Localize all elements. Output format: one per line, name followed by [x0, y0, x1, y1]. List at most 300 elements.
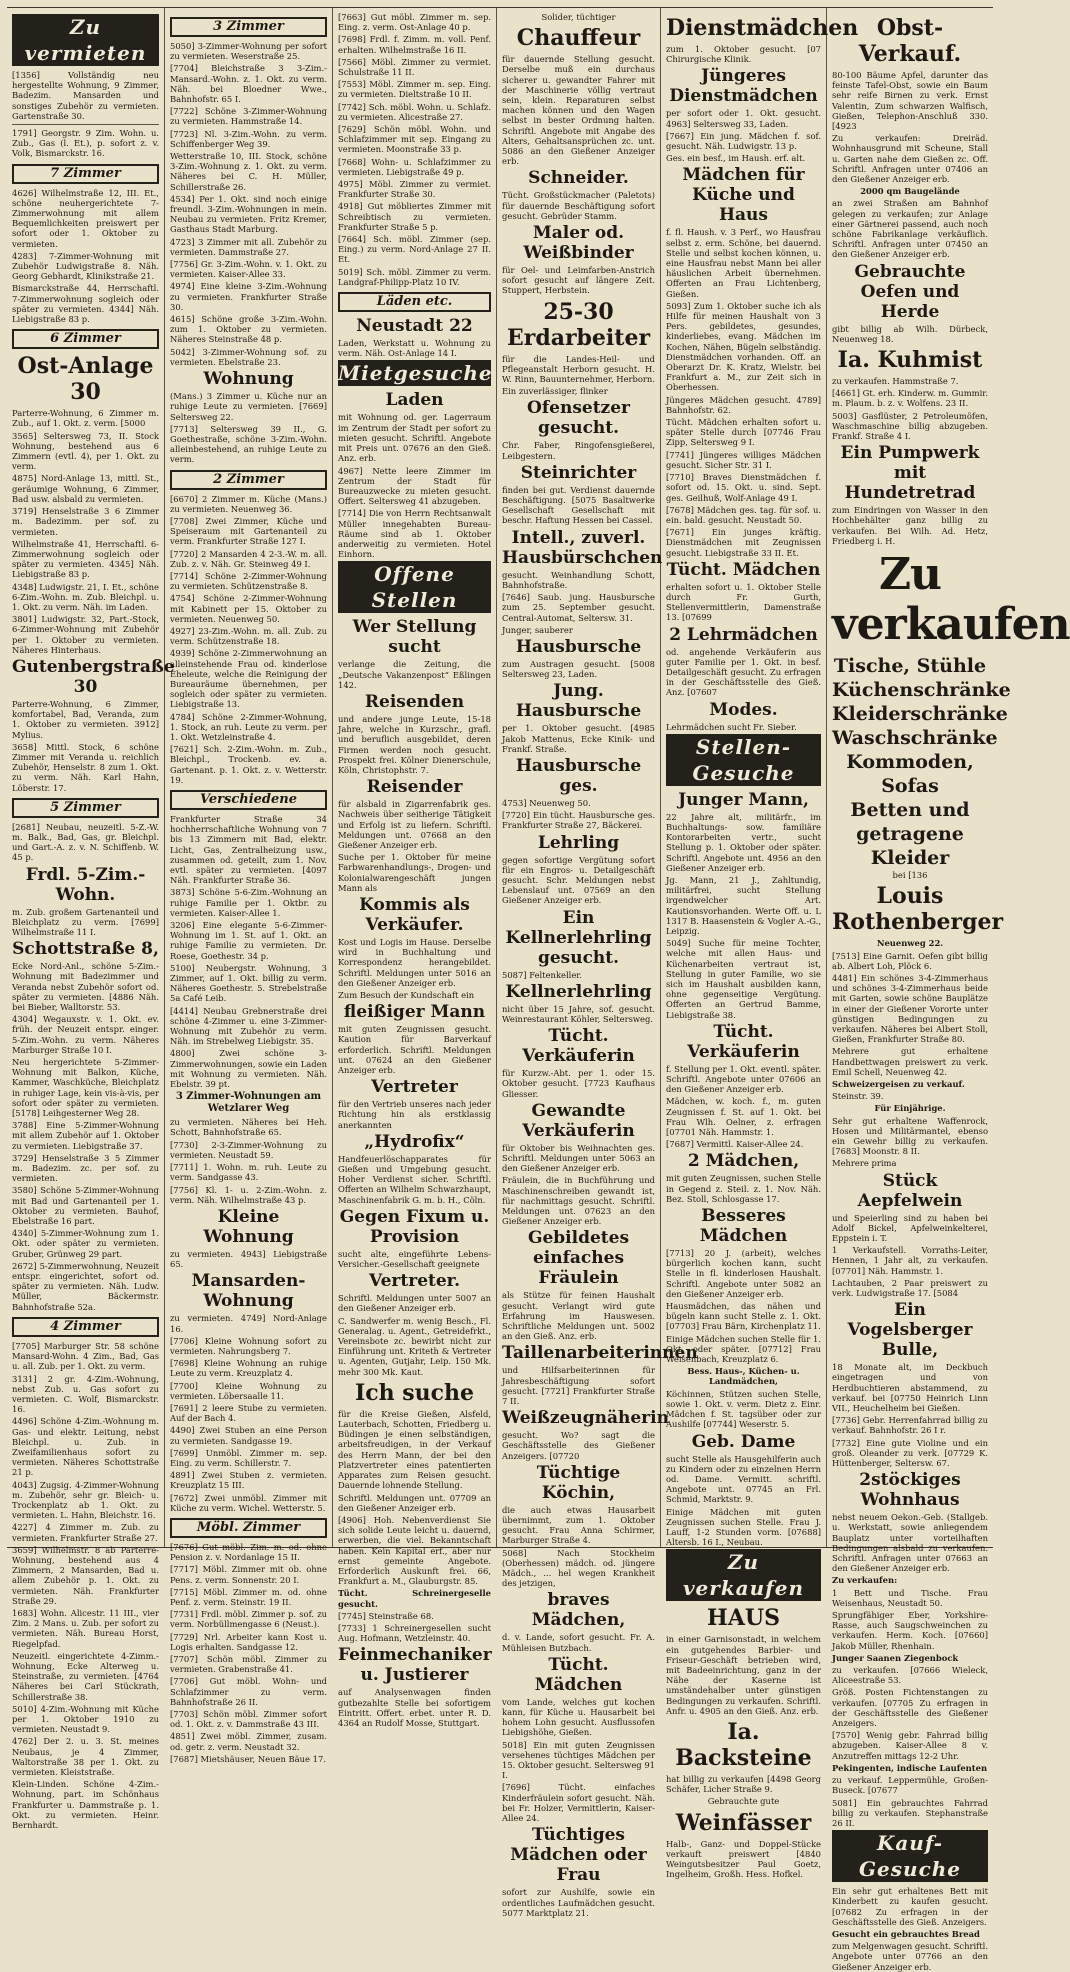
classified-ad: erhalten sofort u. 1. Oktober Stelle durch Fr. Gurth, Stellenvermittlerin, Damenstraße 13. [07699: [666, 581, 821, 623]
classified-ad: [7756] Kl. 1- u. 2-Zim.-Wohn. z. verm. Näh. Wilhelmstraße 43 p.: [170, 1184, 327, 1205]
classified-ad: 4615] Schöne große 3-Zim.-Wohn. zum 1. Oktober zu vermieten. Näheres Steinstraße 48 p.: [170, 314, 327, 345]
classified-ad: und andere junge Leute, 15-18 Jahre, welche in Kurzschr., grafl. und beruflich ausgebildet, deren Firmen werden noch gesucht. Prospekt frei. Kölner Dienerschule, Köln, Christophstr. 7.: [338, 713, 491, 775]
classified-ad: 3565] Seltersweg 73, II. Stock Wohnung, bestehend aus 6 Zimmern (evtl. 4), per 1. Okt. zu verm.: [12, 430, 159, 472]
classified-ad: [4906] Hoh. Nebenverdienst Sie sich solide Leute leicht u. dauernd, erwerben, die viel. Bekanntschaft haben. Kein Kapital erf., aber nur ernst gemeinte Angebote. Erforderlich Auskunft frei. 66, Frankfurt a. M., Glauburgstr. 85.: [338, 1514, 491, 1587]
section-header-offene-stellen: Offene Stellen: [338, 561, 491, 613]
classified-ad: 5010] 4-Zim.-Wohnung mit Küche per 1. Oktober 1910 zu vermieten. Neustadt 9.: [12, 1703, 159, 1735]
classified-ad: 4927] 23-Zim.-Wohn. m. all. Zub. zu verm. Schützenstraße 18.: [170, 625, 327, 647]
classified-ad: Größ. Posten Fichtenstangen zu verkaufen. [07705 Zu erfragen in der Geschäftsstelle des Gießener Anzeigers.: [832, 1687, 988, 1729]
classified-ad: [7678] Mädchen ges. tag. für sof. u. ein. bald. gesucht. Neustadt 50.: [666, 504, 821, 525]
classified-ad: 4534] Per 1. Okt. sind noch einige freundl. 3-Zim.-Wohnungen in mein. Neubau zu vermieten. Fritz Kremer, Gasthaus Stadt Marburg.: [170, 193, 327, 235]
classified-ad: 4939] Schöne 2-Zimmerwohnung an alleinstehende Frau od. kinderlose Eheleute, welche die Reinigung der Bureauräume übernehmen, per sogleich oder später zu vermieten. Liebigstraße 13.: [170, 648, 327, 710]
classified-ad: Parterre-Wohnung, 6 Zimmer, komfortabel, Bad, Veranda, zum 1. Oktober zu vermieten. 3912] Mylius.: [12, 698, 159, 740]
classified-ad: 4626] Wilhelmstraße 12, III. Et., schöne neuhergerichtete 7-Zimmerwohnung mit allem Bequemlichkeiten preiswert per sofort oder 1. Oktober zu vermieten.: [12, 187, 159, 249]
classified-ad: [7698] Frdl. f. Zimm. m. voll. Penf. erhalten. Wilhelmstraße 16 II.: [338, 34, 491, 55]
classified-ad: zum Melgenwagen gesucht. Schriftl. Angebote unter 07766 an den Gießener Anzeiger erb.: [832, 1941, 988, 1972]
classified-ad: 4784] Schöne 2-Zimmer-Wohnung, 1. Stock, an ruh. Leute zu verm. per 1. Okt. Wetzleinstraße 4.: [170, 711, 327, 742]
ad-headline: 2000 qm Baugelände: [860, 186, 960, 197]
ad-headline: Gutenbergstraße 30: [12, 656, 175, 697]
classified-ad: vom Lande, welches gut kochen kann, für Küche u. Hausarbeit bei hohem Lohn gesucht. Ausflussofen Liebigshöhe, Gießen.: [502, 1696, 655, 1738]
ad-headline: Ia. Kuhmist: [837, 347, 983, 374]
classified-ad: per 1. Oktober gesucht. [4985 Jakob Mattenus, Ecke Kinik- und Frankf. Straße.: [502, 723, 655, 754]
classified-ad: f. fl. Haush. v. 3 Perf., wo Hausfrau selbst z. erm. Schöne, bei dauernd. Stelle und selbst kochen können, u. eine Hausfrau nebst Mann bei aller häuslichen Arbeit übernehmen. Offerten an Frau Lichtenberg, Gießen.: [666, 227, 821, 299]
subsection-5-zimmer: 5 Zimmer: [12, 798, 159, 818]
subsection-laden: Läden etc.: [338, 292, 491, 312]
subsection-7-zimmer: 7 Zimmer: [12, 164, 159, 184]
classified-ad: Solider, tüchtiger: [541, 12, 616, 22]
classified-ad: [7730] 2-3-Zimmer-Wohnung zu vermieten. Neustadt 59.: [170, 1139, 327, 1160]
ad-headline: Ein Vogelsberger Bulle,: [847, 1300, 973, 1361]
ad-headline: Feinmechaniker u. Justierer: [338, 1645, 492, 1686]
classified-ad: gesucht. Weinhandlung Schott, Bahnhofstraße.: [502, 569, 655, 590]
classified-ad: [7676] Gut möbl. Zim. m. od. ohne Pension z. v. Nordanlage 15 II.: [170, 1541, 327, 1563]
classified-ad: C. Sandwerfer m. wenig Besch., Fl. Generalag. u. Agent., Getreidefrkt., Vereinsbote zc. bewirbt nicht zur Einführung unt. Kriteth & Vertreter u. Agenten, Gutjahr, Leip. 150 Mk. mehr 300 Mk. Kaut.: [338, 1315, 491, 1377]
classified-ad: 5093] Zum 1. Oktober suche ich als Hilfe für meinen Haushalt von 3 Pers. gebildetes, gesundes, kinderliebes, evang. Mädchen im Kochen, Nähen, Bügeln selbständig. Dienstmädchen vorhanden. Off. an Oberarzt Dr. K. Kratz, Wielstr. bei Frankfurt a. M., zur Zeit sich in Oberhessen.: [666, 300, 821, 393]
classified-ad: Kost und Logis im Hause. Derselbe wird in Buchhaltung und Korrespondenz herangebildet. Schriftl. Meldungen unter 5016 an den Gießener Anzeiger erb.: [338, 936, 491, 988]
classified-ad: 4800] Zwei schöne 3-Zimmerwohnungen, sowie ein Laden mit Wohnung zu vermieten. Näh. Ebelstr. 39 pt.: [170, 1048, 327, 1090]
classified-ad: hat billig zu verkaufen [4498 Georg Schäfer, Licher Straße 9.: [666, 1773, 821, 1795]
classified-ad: 4891] Zwei Stuben z. vermieten. Kreuzplatz 15 III.: [170, 1470, 327, 1491]
classified-ad: Schriftl. Meldungen unt. 07709 an den Gießener Anzeiger erb.: [338, 1492, 491, 1513]
classified-ad: für die Landes-Heil- und Pflegeanstalt Herborn gesucht. H. W. Rinn, Bauunternehmer, Herborn.: [502, 353, 655, 385]
classified-ad: Mehrere gut erhaltene Handbettwagen preiswert zu verk. Emil Schell, Neuenweg 42.: [832, 1046, 988, 1077]
classified-ad: 5019] Sch. möbl. Zimmer zu verm. Landgraf-Philipp-Platz 10 IV.: [338, 266, 491, 287]
classified-ad: 22 Jahre alt, militärfr., im Buchhaltungs- sow. familiäre Kontorarbeiten vertr., sucht Stellung p. 1. Oktober oder später. Schriftl. Angebote unt. 4956 an den Gießener Anzeiger erb.: [666, 811, 821, 873]
classified-ad: [7736] Gebr. Herrenfahrrad billig zu verkauf. Bahnhofstr. 26 I r.: [832, 1415, 988, 1436]
ad-headline: 2 Lehrmädchen: [669, 624, 818, 645]
classified-ad: [7570] Wenig gebr. Fahrrad billig abzugeben. Kaiser-Allee 8 v. Anzutreffen mittags 12-2 Uhr.: [832, 1730, 988, 1761]
classified-ad: zu verkauf. Leppermühle, Großen-Buseck. [07677: [832, 1775, 988, 1796]
classified-ad: [7646] Saub. jung. Hausbursche zum 25. September gesucht. Central-Automat, Seltersw. 31.: [502, 592, 655, 623]
classified-ad: Tücht. Mädchen erhalten sofort u. später Stelle durch [07746 Frau Zipp, Seltersweg 9 I.: [666, 417, 821, 448]
furniture-list-item: Tische, Stühle: [833, 655, 987, 678]
ad-headline: Mansarden-Wohnung: [191, 1271, 306, 1312]
ad-headline: Pekingenten, indische Laufenten: [832, 1762, 988, 1773]
classified-ad: [7720] Ein tücht. Hausbursche ges. Frankfurter Straße 27, Bäckerei.: [502, 810, 655, 831]
ad-headline: Tüchtiges Mädchen oder Frau: [510, 1825, 647, 1886]
classified-ad: [7663] Gut möbl. Zimmer m. sep. Eing. z. verm. Ost-Anlage 40 p.: [338, 12, 491, 33]
classified-ad: Bismarckstraße 44, Herrschaftl. 7-Zimmerwohnung sogleich oder später zu vermieten. 4344] Näh. Liebigstraße 83 p.: [12, 283, 159, 325]
classified-ad: [7706] Gut möbl. Wohn- und Schlafzimmer zu verm. Bahnhofstraße 26 II.: [170, 1676, 327, 1707]
column-6: [827, 8, 1070, 1972]
ad-headline: Schottstraße 8,: [12, 939, 159, 960]
furniture-list-item: Kleiderschränke: [832, 703, 1008, 726]
classified-ad: 5068] Nach Stockheim (Oberhessen) mädch. od. jüngere Mädch., ... hel wegen Krankheit des jetzigen,: [502, 1547, 655, 1589]
classified-ad: Wetterstraße 10, III. Stock, schöne 3-Zim.-Wohnung z. 1. Okt. zu verm. Näheres bei C. H. Müller, Schillerstraße 26.: [170, 151, 327, 192]
classified-ad: 4967] Nette leere Zimmer im Zentrum der Stadt für Bureauzwecke zu mieten gesucht. Offert. Seltersweg 41 abzugeben.: [338, 465, 491, 507]
ad-headline: HAUS: [707, 1605, 780, 1632]
classified-ad: 4754] Schöne 2-Zimmer-Wohnung mit Kabinett per 15. Oktober zu vermieten. Neuenweg 50.: [170, 593, 327, 624]
classified-ad: zu vermieten. Näheres bei Heh. Schott, Bahnhofstraße 65.: [170, 1117, 327, 1138]
classified-ad: 5087] Feltenkeller.: [502, 969, 583, 980]
classified-ad: finden bei gut. Verdienst dauernde Beschäftigung. [5075 Basaltwerke Gesellschaft Gesellschaft mit beschr. Haftung Hessen bei Cassel.: [502, 484, 655, 526]
classified-ad: zum Eindringen von Wasser in den Hochbehälter ganz billig zu verkaufen. Bei Wilh. Ad. Hetz, Friedberg i. H.: [832, 505, 988, 546]
classified-ad: 4496] Schöne 4-Zim.-Wohnung m. Gas- und elektr. Leitung, nebst Bleichpl. u. Zub. in Zweifamilienhaus sofort zu vermieten. Näheres Schottstraße 21 p.: [12, 1416, 159, 1478]
classified-ad: [7711] 1. Wohn. m. ruh. Leute zu verm. Sandgasse 43.: [170, 1162, 327, 1183]
classified-ad: [7745] Steinstraße 68.: [338, 1610, 434, 1621]
classified-ad: zum 1. Oktober gesucht. [07 Chirurgische Klinik.: [666, 44, 821, 65]
classified-ad: Sprungfähiger Eber, Yorkshire-Rasse, auch Saugschweinchen zu verkaufen. Herm. Koch. [07660] Jakob Müller, Rhenhain.: [832, 1610, 988, 1651]
classified-ad: 3206] Eine elegante 5-6-Zimmer-Wohnung im 1. St. auf 1. Okt. an ruhige Familie zu vermieten. Dr. Roese, Goethestr. 34 p.: [170, 920, 327, 961]
classified-ad: Jg. Mann, 21 J., Zahltundig, militärfrei, sucht Stellung irgendwelcher Art. Kautionsvorhanden. Werte Off. u. L 1317 B. Haasenstein & Vogler A.-G., Leipzig.: [666, 874, 821, 936]
divider: [12, 124, 159, 125]
classified-ad: [7723] Nl. 3-Zim.-Wohn. zu verm. Schiffenberger Weg 39.: [170, 128, 327, 149]
ad-headline: Kommis als Verkäufer.: [359, 894, 470, 935]
ad-headline: Bess. Haus-, Küchen- u. Landmädchen,: [687, 1366, 800, 1387]
classified-ad: 4043] Zugsig. 4-Zimmer-Wohnung m. Zubehör, sehr gr. Bleich- u. Trockenplatz ab 1. Okt. zu vermieten. L. Hahn, Bleichstr. 16.: [12, 1479, 159, 1521]
classified-ad: Chr. Faber, Ringofensgießerei, Leibgestern.: [502, 440, 655, 461]
newspaper-page: [7, 7, 1070, 1972]
classified-ad: 4481] Ein schönes 3-4-Zimmerhaus und schönes 3-4-Zimmerhaus beide mit Garten, sowie schöne Bauplätze in einer der Gießener Vororte unter günstigen Bedingungen zu verkaufen. Näheres bei Albert Stoll, Gießen, Frankfurter Straße 80.: [832, 972, 988, 1045]
classified-ad: 5042] 3-Zimmer-Wohnung sof. zu vermieten. Ebelstraße 23.: [170, 346, 327, 367]
column-2: [165, 8, 333, 1764]
classified-ad: Halb-, Ganz- und Doppel-Stücke verkauft preiswert [4840 Weingutsbesitzer Paul Goetz, Ingelheim, Großh. Hess. Hofkel.: [666, 1838, 821, 1880]
classified-ad: Suche per 1. Oktober für meine Farbwarenhandlungs-, Drogen- und Kolonialwarengeschäft jungen Mann als: [338, 852, 491, 893]
ad-headline: Stück Aepfelwein: [857, 1170, 963, 1211]
classified-ad: (Mans.) 3 Zimmer u. Küche nur an ruhige Leute zu vermieten. [7669] Seltersweg 22.: [170, 391, 327, 422]
classified-ad: 1 Bett und Tische. Frau Weisenhaus, Neustadt 50.: [832, 1587, 988, 1608]
ad-headline: Gegen Fixum u. Provision: [339, 1206, 490, 1247]
classified-ad: 4304] Wegauxstr. v. 1. Okt. ev. früh. der Neuzeit entspr. einger. 5-Zim.-Wohn. zu verm. Näheres Marburger Straße 10 I.: [12, 1014, 159, 1055]
classified-ad: 5003] Gasflüster, 2 Petroleumöfen, Waschmaschine billig abzugeben. Frankf. Straße 4 I.: [832, 410, 988, 442]
ad-headline: Zu verkaufen:: [832, 1575, 898, 1586]
classified-ad: [7696] Tücht. einfaches Kinderfräulein sofort gesucht. Näh. bei Fr. Holzer, Vermittlerin, Kaiser-Allee 24.: [502, 1782, 655, 1824]
ad-headline: Ich suche: [354, 1379, 475, 1406]
classified-ad: 3659] Wilhelmstr. 8 ab Parterre-Wohnung, bestehend aus 4 Zimmern, 2 Mansarden, Bad u. allem Zubehör p. 1. Okt. zu vermieten. Näh. Frankfurter Straße 29.: [12, 1544, 159, 1606]
ad-headline: Hausbursche ges.: [515, 755, 642, 796]
ad-headline: Laden: [385, 390, 444, 411]
ad-headline: 3 Zimmer-Wohnungen am Wetzlarer Weg: [175, 1091, 322, 1115]
classified-ad: [7720] 2 Mansarden 4 2-3.-W. m. all. Zub. z. v. Näh. Gr. Steinweg 49 I.: [170, 548, 327, 569]
classified-ad: Ein zuverlässiger, flinker: [502, 386, 608, 397]
classified-ad: Neuzeitl. eingerichtete 4-Zimm.-Wohnung, Ecke Alterweg u. Steinstraße, zu vermieten. [4764 Näheres bei Carl Stückrath, Schillerstraße 38.: [12, 1650, 159, 1702]
ad-headline: Weißzeugnäherin: [502, 1408, 669, 1429]
classified-ad: Gebrauchte gute: [707, 1796, 780, 1807]
subsection-verschiedene: Verschiedene: [170, 790, 327, 810]
classified-ad: Tücht. Großstückmacher (Paletots) für dauernde Beschäftigung sofort gesucht. Gebrüder Stamm.: [502, 190, 655, 221]
furniture-list-item: getragene Kleider: [856, 823, 964, 870]
classified-ad: Ecke Nord-Anl., schöne 5-Zim.-Wohnung mit Badezimmer und Veranda nebst Zubehör sofort od. später zu vermieten. [4886 Näh. bei Bieber, Walltorstr. 53.: [12, 961, 159, 1012]
ad-headline: Kleine Wohnung: [203, 1206, 294, 1247]
classified-ad: [7717] Möbl. Zimmer mit ob. ohne Pens. z. verm. Sonnenstr. 20 I.: [170, 1564, 327, 1585]
ad-headline: Tücht. Verkäuferin: [522, 1026, 635, 1067]
ad-headline: Reisenden: [364, 691, 465, 712]
classified-ad: 2672] 5-Zimmerwohnung, Neuzeit entspr. eingerichtet, sofort od. später zu vermieten. Näh. Ludw. Müller, Bäckermstr. Bahnhofstraße 52a.: [12, 1260, 159, 1312]
classified-ad: Frankfurter Straße 34 hochherrschaftliche Wohnung von 7 bis 13 Zimmern mit Bad, elektr. Licht, Gas, Zentralheizung usw., zusammen od. geteilt, zum 1. Nov. evtl. später zu vermieten. [4097 Näh. Frankfurter Straße 36.: [170, 814, 327, 886]
classified-ad: 80-100 Bäume Apfel, darunter das feinste Tafel-Obst, sowie ein Baum sehr reife Birnen zu verk. Ernst Valentin, Zum schwarzen Walfisch, Gießen, Telephon-Anschluß 330. [4923: [832, 70, 988, 132]
classified-ad: gesucht. Wo? sagt die Geschäftsstelle des Gießener Anzeigers. [07720: [502, 1430, 655, 1461]
classified-ad: m. Zub. großem Gartenanteil und Bleichplatz zu verm. [7699] Wilhelmstraße 11 I.: [12, 906, 159, 937]
classified-ad: Jüngeres Mädchen gesucht. 4789] Bahnhofstr. 62.: [666, 394, 821, 415]
ad-headline: Dienstmädchen: [666, 15, 859, 41]
subsection-2-zimmer: 2 Zimmer: [170, 470, 327, 490]
classified-ad: Einige Mädchen suchen Stelle für 1. Okt. oder später. [07712] Frau Weisenbach, Kreuzplatz 6.: [666, 1333, 821, 1365]
classified-ad: mit guten Zeugnissen gesucht. Kaution für Barverkauf erforderlich. Schriftl. Meldungen unt. 07624 an den Gießener Anzeiger erb.: [338, 1024, 491, 1076]
classified-ad: Lehrmädchen sucht Fr. Sieber.: [666, 721, 797, 732]
classified-ad: zu vermieten. 4943] Liebigstraße 65.: [170, 1248, 327, 1270]
ad-headline: Wer Stellung sucht: [352, 617, 477, 658]
section-header-mietgesuche: Mietgesuche: [338, 361, 493, 386]
ad-headline: Hausbursche: [515, 636, 642, 657]
ad-headline: Geb. Dame: [691, 1431, 796, 1452]
ad-headline: Gewandte Verkäuferin: [522, 1100, 635, 1141]
ad-headline: Steinrichter: [520, 462, 637, 483]
ad-headline: Kellnerlehrling: [505, 981, 652, 1002]
classified-ad: [7710] Braves Dienstmädchen f. sofort od. 15. Okt. u. sind. Sept. ges. Geilhuß, Wolf-Anlage 49 I.: [666, 472, 821, 503]
ad-headline: Ost-Anlage 30: [17, 353, 154, 406]
column-1: [7, 8, 175, 1831]
classified-ad: f. Stellung per 1. Okt. eventl. später. Schriftl. Angebote unter 07606 an den Gießener Anzeiger erb.: [666, 1063, 821, 1095]
classified-ad: 4283] 7-Zimmer-Wohnung mit Zubehör Ludwigstraße 8. Näh. Georg Gebhardt, Klinikstraße 21.: [12, 250, 159, 282]
classified-ad: für Oel- und Leimfarben-Anstrich sofort gesucht auf längere Zeit. Stuppert, Herbstein.: [502, 265, 655, 296]
ad-headline: braves Mädchen,: [531, 1590, 626, 1631]
classified-ad: die auch etwas Hausarbeit übernimmt, zum 1. Oktober gesucht. Frau Anna Schirmer, Marburger Straße 4.: [502, 1504, 655, 1546]
classified-ad: Zu verkaufen: Dreiräd. Wohnhausgrund mit Scheune, Stall u. Garten nahe dem Gießen zc. Off. Schriftl. Anfragen unter 07406 an den Gießener Anzeiger erb.: [832, 133, 988, 185]
classified-ad: nebst neuem Oekon.-Geb. (Stallgeb. u. Werkstatt, sowie anliegendem Bauplatz unter vorteilhaften Bedingungen alsbald zu verkaufen. Schriftl. Anfragen unter 07663 an den Gießener Anzeiger erb.: [832, 1512, 988, 1574]
classified-ad: Neu hergerichtete 5-Zimmer-Wohnung mit Balkon, Küche, Kammer, Waschküche, Bleichplatz in ruhiger Lage, kein vis-à-vis, per sofort oder später zu vermieten. [5178] Leihgesterner Weg 28.: [12, 1057, 159, 1119]
classified-ad: [7714] Schöne 2-Zimmer-Wohnung zu vermieten. Schützenstraße 8.: [170, 570, 327, 592]
classified-ad: nicht über 15 Jahre, sof. gesucht. Weinrestaurant Köhler, Seltersweg.: [502, 1003, 655, 1024]
classified-ad: Lachtauben, 2 Paar preiswert zu verk. Ludwigstraße 17. [5084: [832, 1277, 988, 1298]
ad-headline: Tücht. Mädchen: [666, 559, 821, 580]
subsection-6-zimmer: 6 Zimmer: [12, 329, 159, 349]
ad-headline: 25-30 Erdarbeiter: [506, 298, 651, 351]
classified-ad: Ein sehr gut erhaltenes Bett mit Kinderbett zu kaufen gesucht. [07682 Zu erfragen in der Geschäftsstelle des Gieß. Anzeigers.: [832, 1886, 988, 1927]
classified-ad: [7700] Kleine Wohnung zu vermieten. Löbersaalle 11.: [170, 1380, 327, 1401]
classified-ad: 4975] Möbl. Zimmer zu vermiet. Frankfurter Straße 30.: [338, 179, 491, 200]
classified-ad: [7715] Möbl. Zimmer m. od. ohne Penf. z. verm. Steinstr. 19 II.: [170, 1586, 327, 1607]
ad-headline: Ia. Backsteine: [675, 1718, 812, 1771]
classified-ad: zu vermieten. 4749] Nord-Anlage 16.: [170, 1313, 327, 1334]
classified-ad: Handfeuerlöschapparates für Gießen und Umgebung gesucht. Hoher Verdienst sicher. Schriftl. Offerten an Wilhelm Schwarzhaupt, Maschinenfabrik G. m. b. H., Cöln.: [338, 1153, 491, 1205]
ad-headline: Gesucht ein gebrauchtes Bread: [832, 1928, 980, 1939]
section-header-kauf-gesuche: Kauf-Gesuche: [832, 1830, 988, 1882]
ad-headline: Taillenarbeiterinnen: [502, 1343, 698, 1364]
classified-ad: [7722] Schöne 3-Zimmer-Wohnung zu vermieten. Hammstraße 14.: [170, 106, 327, 127]
ad-headline: Ein Pumpwerk mit Hundetretrad: [840, 443, 980, 504]
classified-ad: sucht alte, eingeführte Lebens-Versicher.-Gesellschaft geeignete: [338, 1248, 491, 1270]
classified-ad: [1356] Vollständig neu hergestellte Wohnung, 9 Zimmer, Badezim. Mansarden und sonstiges Zubehör zu vermieten. Gartenstraße 30.: [12, 70, 159, 121]
classified-ad: [7703] Schön möbl. Zimmer sofort od. 1. Okt. z. v. Dammstraße 43 III.: [170, 1709, 327, 1730]
ad-headline: Junger Saanen Ziegenbock: [832, 1652, 959, 1663]
ad-headline: Ofensetzer gesucht.: [527, 398, 630, 439]
ad-headline: Neustadt 22: [356, 316, 473, 337]
classified-ad: Zum Besuch der Kundschaft ein: [338, 990, 475, 1000]
ad-headline: Mädchen für Küche und Haus: [682, 165, 805, 226]
ad-headline: 2 Mädchen,: [687, 1151, 800, 1172]
classified-ad: [7756] Gr. 3-Zim.-Wohn. v. 1. Okt. zu vermieten. Kaiser-Allee 33.: [170, 259, 327, 280]
ad-headline: Lehrling: [537, 832, 620, 853]
classified-ad: [7672] Zwei unmöbl. Zimmer mit Küche zu verm. Wichel. Wetterstr. 5.: [170, 1492, 327, 1513]
classified-ad: [7714] Die von Herrn Rechtsanwalt Müller innegehabten Bureau-Räume sind ab 1. Oktober anderweitig zu vermieten. Hotel Einhorn.: [338, 508, 491, 560]
classified-ad: [7713] Seltersweg 39 II., G. Goethestraße, schöne 3-Zim.-Wohn. alleinbestehend, an ruhige Leute zu verm.: [170, 423, 327, 465]
classified-ad: Junger, sauberer: [502, 624, 573, 635]
classified-ad: [7713] 20 J. (arbeit), welches bürgerlich kochen kann, sucht Stelle in fl. kinderlosen Haushalt. Schriftl. Angebote unter 5082 an den Gießener Anzeiger erb.: [666, 1248, 821, 1299]
classified-ad: Sehr gut erhaltene Waffenrock, Hosen und Militärmantel, ebenso ein Gewehr billig zu verkaufen. [7683] Moonstr. 8 II.: [832, 1115, 988, 1157]
classified-ad: [7513] Eine Garnit. Oefen gibt billig ab. Albert Loh, Plöck 6.: [832, 950, 988, 971]
column-3: [333, 8, 497, 1728]
ad-headline: Ein Kellnerlehrling gesucht.: [505, 907, 652, 968]
classified-ad: Schriftl. Meldungen unter 5007 an den Gießener Anzeiger erb.: [338, 1293, 491, 1314]
classified-ad: 4918] Gut möbliertes Zimmer mit Schreibtisch zu vermieten. Frankfurter Straße 5 p.: [338, 201, 491, 232]
classified-ad: [7708] Zwei Zimmer, Küche und Speiseraum mit Gartenanteil zu verm. Frankfurter Straße 127 I.: [170, 515, 327, 547]
ad-headline: Chauffeur: [516, 25, 641, 52]
classified-ad: gibt billig ab Wilh. Dürbeck, Neuenweg 18.: [832, 323, 988, 344]
classified-ad: 5100] Neubergstr. Wohnung, 3 Zimmer, auf 1. Okt. billig zu verm. Näheres Goethestr. 5. Strebelstraße 5a Café Leib.: [170, 962, 327, 1004]
classified-ad: und Hilfsarbeiterinnen für Jahresbeschäftigung sofort gesucht. [7721] Frankfurter Straße 7 II.: [502, 1365, 655, 1407]
classified-ad: Parterre-Wohnung, 6 Zimmer m. Zub., auf 1. Okt. z. verm. [5000: [12, 408, 159, 429]
classified-ad: per sofort oder 1. Okt. gesucht. 4963] Seltersweg 33, Laden.: [666, 108, 821, 129]
ad-headline: Obst-Verkauf.: [858, 15, 962, 67]
ad-headline: Gebildetes einfaches Fräulein: [527, 1228, 630, 1289]
ad-headline: Weinfässer: [675, 1809, 812, 1836]
classified-ad: Mehrere prima: [832, 1158, 897, 1169]
classified-ad: 4875] Nord-Anlage 13, mittl. St., geräumige Wohnung, 6 Zimmer, Bad usw. alsbald zu vermieten.: [12, 473, 159, 504]
classified-ad: 4762] Der 2. u. 3. St. meines Neubaus, je 4 Zimmer, Waltorstraße 38 per 1. Okt. zu vermieten. Kleiststraße.: [12, 1736, 159, 1778]
classified-ad: [4414] Neubau Grebnerstraße drei schöne 4-Zimmer u. eine 3-Zimmer-Wohnung mit Zubehör zu verm. Näh. im Strebelweg Liebigstr. 35.: [170, 1005, 327, 1047]
classified-ad: [7687] Vermittl. Kaiser-Allee 24.: [666, 1139, 804, 1150]
ad-headline: Schweizergeisen zu verkauf.: [832, 1078, 965, 1089]
classified-ad: [7664] Sch. möbl. Zimmer (sep. Eing.) zu verm. Nord-Anlage 27 II. Et.: [338, 234, 491, 265]
subsection-moebl-zimmer: Möbl. Zimmer: [170, 1518, 327, 1538]
ad-headline: Jüngeres Dienstmädchen: [669, 66, 818, 107]
classified-ad: 4974] Eine kleine 3-Zim.-Wohnung zu vermieten. Frankfurter Straße 30.: [170, 281, 327, 312]
classified-ad: Einige Mädchen mit guten Zeugnissen suchen Stelle. Frau J. Lauff, 1-2 Stunden vorm. [07688] Altersb. 16 I., Neubau.: [666, 1506, 821, 1548]
classified-ad: [7732] Eine gute Violine und ein groß. Oleander zu verk. [07729 K. Hüttenberger, Seltersw. 67.: [832, 1437, 988, 1469]
classified-ad: zum Austragen gesucht. [5008 Seltersweg 23, Laden.: [502, 658, 655, 680]
classified-ad: für den Vertrieb unseres nach jeder Richtung hin als erstklassig anerkannten: [338, 1099, 491, 1130]
ad-headline: Vertreter.: [368, 1271, 460, 1292]
classified-ad: [7629] Schön möbl. Wohn. und Schlafzimmer mit sep. Eingang zu vermieten. Moonstraße 33 p.: [338, 124, 491, 155]
classified-ad: mit Wohnung od. ger. Lagerraum im Zentrum der Stadt per sofort zu mieten gesucht. Schriftl. Angebote mit Preis unt. 07676 an den Gieß. Anz. erb.: [338, 412, 491, 464]
classified-ad: [7667] Ein jung. Mädchen f. sof. gesucht. Näh. Ludwigstr. 13 p.: [666, 130, 821, 152]
subsection-3-zimmer: 3 Zimmer: [170, 17, 327, 37]
classified-ad: [7707] Schön möbl. Zimmer zu vermieten. Grabenstraße 41.: [170, 1654, 327, 1675]
classified-ad: verlange die Zeitung, die „Deutsche Vakanzenpost“ Eßlingen 142.: [338, 659, 491, 690]
classified-ad: gegen sofortige Vergütung sofort für ein Engros- u. Detailgeschäft gesucht. Schr. Meldungen nebst Lebenslauf unt. 07569 an den Gießener Anzeiger erb.: [502, 854, 655, 906]
classified-ad: Laden, Werkstatt u. Wohnung zu verm. Näh. Ost-Anlage 14 I.: [338, 338, 491, 359]
classified-ad: [7698] Kleine Wohnung an ruhige Leute zu verm. Kreuzplatz 4.: [170, 1358, 327, 1379]
classified-ad: sucht Stelle als Hausgehilferin auch zu Kindern oder zu einzelnen Herrn od. Dame. Vermitt. schriftl. Angebote unt. 07745 an Frl. Schmid, Marktstr. 9.: [666, 1453, 821, 1505]
classified-ad: [7691] 2 leere Stube zu vermieten. Auf der Bach 4.: [170, 1402, 327, 1424]
ad-headline: Modes.: [709, 699, 778, 720]
classified-ad: 4723] 3 Zimmer mit all. Zubehör zu vermieten. Dammstraße 27.: [170, 236, 327, 257]
classified-ad: 4340] 5-Zimmer-Wohnung zum 1. Okt. oder später zu vermieten. Gruber, Grünweg 29 part.: [12, 1228, 159, 1259]
classified-ad: [7731] Frdl. möbl. Zimmer p. sof. zu verm. Norbüllmengasse 6 (Neust.).: [170, 1609, 327, 1630]
classified-ad: Neuenweg 22.: [876, 938, 944, 949]
classified-ad: 1791] Georgstr. 9 Zim. Wohn. u. Zub., Gas (l. Et.), p. sofort z. v. Volk, Bismarckstr. 16.: [12, 128, 159, 159]
classified-ad: 3801] Ludwigstr. 32, Part.-Stock, 6-Zimmer-Wohnung mit Zubehör per 1. Oktober zu vermieten. Näheres Hinterhaus.: [12, 614, 159, 655]
classified-ad: [7729] Nrl. Arbeiter kann Kost u. Logis erhalten. Sandgasse 12.: [170, 1631, 327, 1652]
classified-ad: [7671] Ein junges kräftig. Dienstmädchen mit Zeugnissen gesucht. Liebigstraße 33 II. Et.: [666, 527, 821, 558]
ad-headline: Besseres Mädchen: [699, 1206, 788, 1247]
classified-ad: [7553] Möbl. Zimmer m. sep. Eing. zu vermieten. Dieltstraße 10 II.: [338, 79, 491, 100]
classified-ad: 4348] Ludwigstr. 21, I. Et., schöne 6-Zim.-Wohn. m. Zub. Bleichpl. u. 1. Okt. zu verm. Näh. im Laden.: [12, 581, 159, 612]
classified-ad: [6670] 2 Zimmer m. Küche (Mans.) zu vermieten. Neuenweg 36.: [170, 493, 327, 514]
classified-ad: 5081] Ein gebrauchtes Fahrrad billig zu verkaufen. Stephanstraße 26 II.: [832, 1797, 988, 1828]
ad-headline: Tücht. Verkäuferin: [687, 1021, 800, 1062]
classified-ad: 5050] 3-Zimmer-Wohnung per sofort zu vermieten. Weserstraße 25.: [170, 41, 327, 62]
classified-ad: 3658] Mittl. Stock, 6 schöne Zimmer mit Veranda u. reichlich Zubehör, Henselstr. 8 zum 1. Okt. zu verm. Näh. Karl Hahn, Löberstr. 17.: [12, 741, 159, 793]
section-header-zu-verkaufen: Zu verkaufen: [666, 1549, 821, 1601]
classified-ad: für die Kreise Gießen, Alsfeld, Lauterbach, Schotten, Friedberg u. Büdingen je einen selbständigen, arbeitsfreudigen, in der Verkauf des Herrn Mann, der bei den Platzvertreter eines patentierten Apparates zum Reisen gesucht. Dauernde lohnende Stellung.: [338, 1408, 491, 1491]
ad-headline: Jung. Hausbursche: [515, 681, 642, 722]
ad-headline: „Hydrofix“: [364, 1131, 465, 1152]
classified-ad: [7566] Möbl. Zimmer zu vermiet. Schulstraße 11 II.: [338, 56, 491, 78]
ad-headline: Reisender: [366, 777, 463, 798]
classified-ad: zu verkaufen. Hammstraße 7.: [832, 376, 959, 387]
classified-ad: Hausmädchen, das nähen und bügeln kann sucht Stelle z. 1. Okt. [07703] Frau Bärn, Kirchenplatz 11.: [666, 1301, 821, 1332]
classified-ad: als Stütze für feinen Haushalt gesucht. Verlangt wird gute Erfahrung im Hauswesen. Schriftliche Meldungen unt. 5002 an den Gieß. Anz. erb.: [502, 1290, 655, 1342]
ad-headline: fleißiger Mann: [343, 1002, 486, 1023]
ad-headline: Frdl. 5-Zim.-Wohn.: [25, 864, 146, 905]
classified-ad: [7706] Kleine Wohnung sofort zu vermieten. Nahrungsberg 7.: [170, 1335, 327, 1356]
classified-ad: Köchinnen, Stützen suchen Stelle, sowie 1. Okt. v. verm. Dietz z. Einr. Mädchen f. St. tagsüber oder zur Aushilfe [07744] Weserstr. 5.: [666, 1388, 821, 1430]
classified-ad: Ges. ein besf., im Haush. erf. alt.: [666, 153, 806, 164]
ad-headline: Maler od. Weißbinder: [523, 223, 634, 264]
ad-headline: Louis Rothenberger: [832, 883, 1004, 936]
ad-headline: Für Einjährige.: [874, 1103, 946, 1114]
classified-ad: 18 Monate alt, im Deckbuch eingetragen und von Herdbuchtieren abstammend, zu verkauf. bei [07750 Heinrich Linn VII., Heuchelheim bei Gießen.: [832, 1362, 988, 1413]
classified-ad: 5049] Suche für meine Tochter, welche mit allen Haus- und Küchenarbeiten vertraut ist, Stellung in guter Familie, wo sie sich im Haushalt ausbilden kann, ohne gegenseitige Vergütung. Offerten an Gertrud Bamme, Liebigstraße 38.: [666, 938, 821, 1020]
classified-ad: 4227] 4 Zimmer m. Zub. zu vermieten. Frankfurter Straße 27.: [12, 1522, 159, 1543]
furniture-list-item: Küchenschränke: [832, 679, 1011, 702]
ad-headline: Wohnung: [203, 369, 294, 390]
classified-ad: Wilhelmstraße 41, Herrschaftl. 6-Zimmerwohnung sogleich oder später zu vermieten. 4345] Näh. Liebigstraße 83 p.: [12, 538, 159, 580]
classified-ad: an zwei Straßen am Bahnhof gelegen zu verkaufen; zur Anlage einer Gärtnerei passend, auch noch schöne Fabrikanlage verkäuflich. Schriftl. Anfragen unter 07450 an den Gießener Anzeiger erb.: [832, 198, 988, 260]
classified-ad: 5018] Ein mit guten Zeugnissen versehenes tüchtiges Mädchen per 15. Oktober gesucht. Seltersweg 91 I.: [502, 1739, 655, 1781]
classified-ad: [7699] Unmöbl. Zimmer m. sep. Eing. zu verm. Schillerstr. 7.: [170, 1447, 327, 1468]
ad-headline: 2stöckiges Wohnhaus: [859, 1470, 961, 1511]
ad-headline: Tücht. Schreinergeselle gesucht.: [338, 1588, 491, 1609]
classified-ad: und Speierling sind zu haben bei Adolf Bickel, Apfelweinkelterei, Eppstein i. T.: [832, 1212, 988, 1243]
classified-ad: mit guten Zeugnissen, suchen Stelle in Gegend z. Steil. z. 1. Nov. Näh. Bez. Stoll, Schlosgasse 17.: [666, 1173, 821, 1204]
ad-headline: Zu verkaufen: [832, 549, 1070, 651]
classified-ad: [2681] Neubau, neuzeitl. 5-Z.-W. m. Balk., Bad, Gas, gr. Bleichpl. und Gart.-A. z. v. N. Schiffenb. W. 45 p.: [12, 821, 159, 863]
classified-ad: 4753] Neuenweg 50.: [502, 797, 591, 808]
classified-ad: 3719] Henselstraße 3 6 Zimmer m. Badezimm. per sof. zu vermieten.: [12, 506, 159, 537]
classified-ad: od. angehende Verkäuferin aus guter Familie per 1. Okt. in besf. Detailgeschäft gesucht. Zu erfragen in der Geschäftsstelle des Gieß. Anz. [07607: [666, 646, 821, 698]
ad-headline: Schneider.: [528, 168, 629, 189]
classified-ad: 1683] Wohn. Alicestr. 11 III., vier Zim. 2 Mans. u. Zub. per sofort zu vermieten. Näh. Bureau Horst, Riegelpfad.: [12, 1607, 159, 1649]
section-header-stellen-gesuche: Stellen-Gesuche: [666, 734, 821, 786]
furniture-list-item: Waschschränke: [832, 727, 998, 750]
classified-ad: [4661] Gt. erh. Kinderw. m. Gummir. m. Plaum. b. z. v. Wolfens. 23 II.: [832, 388, 988, 409]
classified-ad: 4490] Zwei Stuben an eine Person zu vermieten. Sandgasse 19.: [170, 1425, 327, 1446]
classified-ad: bei [136: [892, 870, 928, 881]
classified-ad: [7741] Jüngeres williges Mädchen gesucht. Sicher Str. 31 I.: [666, 449, 821, 470]
classified-ad: [7668] Wohn- u. Schlafzimmer zu vermieten. Liebigstraße 49 p.: [338, 156, 491, 177]
ad-headline: Tüchtige Köchin,: [536, 1462, 621, 1503]
classified-ad: sofort zur Aushilfe, sowie ein ordentliches Laufmädchen gesucht. 5077 Marktplatz 21.: [502, 1887, 655, 1918]
classified-ad: Steinstr. 39.: [832, 1091, 884, 1102]
classified-ad: 3873] Schöne 5-6-Zim.-Wohnung an ruhige Familie per 1. Oktbr. zu vermieten. Kaiser-Allee 1.: [170, 887, 327, 918]
classified-ad: [7733] 1 Schreinergesellen sucht Aug. Hofmann, Wetzleinstr. 40.: [338, 1622, 491, 1644]
ad-headline: Tücht. Mädchen: [534, 1654, 623, 1695]
classified-ad: Fräulein, die in Buchführung und Maschinenschreiben gewandt ist, für nachmittags gesucht. Schriftl. Meldungen unt. 07623 an den Gießener Anzeiger erb.: [502, 1175, 655, 1227]
classified-ad: für Kurzw.-Abt. per 1. oder 15. Oktober gesucht. [7723 Kaufhaus Gliesser.: [502, 1068, 655, 1099]
classified-ad: 3131] 2 gr. 4-Zim.-Wohnung, nebst Zub. u. Gas sofort zu vermieten. C. Wolf, Bismarckstr. 16.: [12, 1373, 159, 1415]
ad-headline: Intell., zuverl. Hausbürschchen: [502, 527, 663, 568]
classified-ad: [7705] Marburger Str. 58 schöne Mansard-Wohn. 4 Zim., Bad, Gas u. all. Zub. per 1. Okt. zu verm.: [12, 1340, 159, 1372]
classified-ad: d. v. Lande, sofort gesucht. Fr. A. Mühleisen Butzbach.: [502, 1632, 655, 1653]
furniture-list-item: Betten und: [850, 799, 970, 822]
ad-headline: Gebrauchte Oefen und Herde: [854, 261, 966, 322]
classified-ad: auf Analysenwagen finden gutbezahlte Stelle bei sofortigem Eintritt. Offert. erbet. unter R. D. 4364 an Rudolf Mosse, Stuttgart.: [338, 1687, 491, 1728]
ad-headline: Vertreter: [371, 1077, 458, 1098]
furniture-list-item: Kommoden, Sofas: [846, 751, 974, 798]
classified-ad: für alsbald in Zigarrenfabrik ges. Nachweis über seitherige Tätigkeit und Erfolg ist zu liefern. Schriftl. Meldungen unt. 07668 an den Gießener Anzeiger erb.: [338, 799, 491, 850]
